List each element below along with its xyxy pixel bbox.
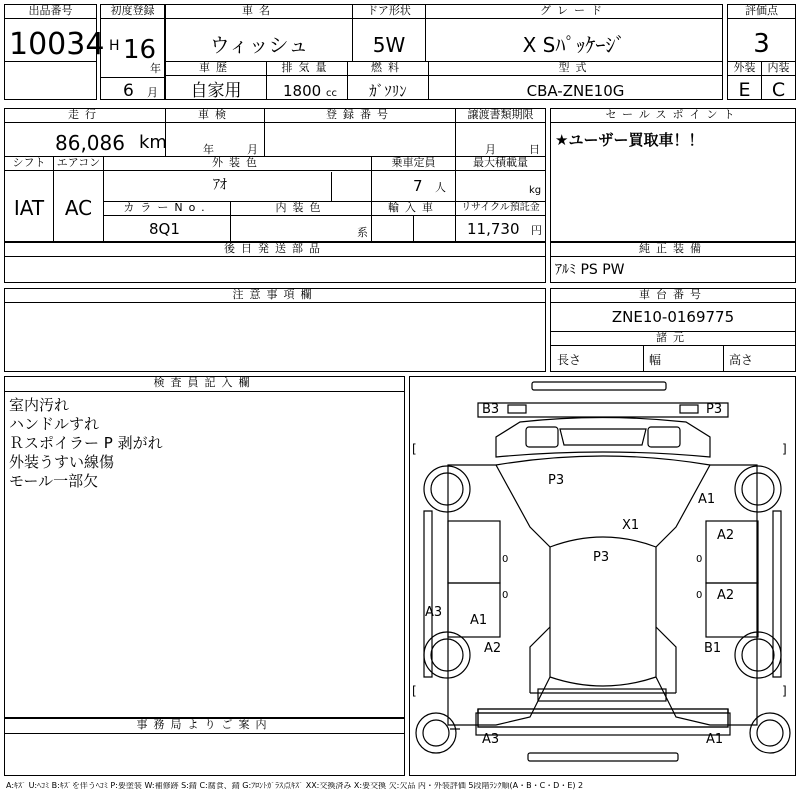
damage-mark: A1 [698, 492, 716, 507]
color-no-label: カラーNo. [104, 202, 230, 216]
car-outline-drawing [410, 377, 795, 775]
transfer-month: 月 [485, 143, 496, 156]
shift-label: シフト [5, 157, 53, 171]
inspector-note: 外装うすい線傷 [9, 453, 115, 471]
bracket: [ [412, 684, 417, 698]
damage-mark: B3 [482, 402, 500, 417]
mileage-unit: km [139, 132, 167, 153]
inspector-note: ハンドルすれ [9, 415, 100, 433]
grade-label: グレード [426, 5, 722, 19]
office-label: 事務局よりご案内 [5, 719, 404, 734]
first-registration-box [100, 4, 165, 100]
inspection-month-unit: 月 [247, 143, 258, 156]
displacement: 1800 [283, 82, 322, 100]
door-marker: 0 [696, 590, 703, 601]
damage-mark: P3 [593, 550, 610, 565]
damage-mark: A2 [484, 641, 502, 656]
score-box [727, 4, 796, 100]
capacity: 7 [413, 177, 423, 195]
inspector-label: 検査員記入欄 [5, 377, 404, 392]
model-label: 型式 [429, 62, 722, 76]
model-code: CBA-ZNE10G [526, 82, 625, 100]
displacement-label: 排気量 [267, 62, 347, 76]
fuel: ｶﾞｿﾘﾝ [369, 82, 407, 100]
inspection-year-unit: 年 [203, 143, 214, 156]
lot-box [4, 4, 105, 100]
damage-mark: B1 [704, 641, 722, 656]
recycle-label: リサイクル預託金 [456, 202, 545, 216]
door-label: ドア形状 [353, 5, 425, 19]
equipment-label: 純正装備 [551, 243, 795, 257]
later-parts-label: 後日発送部品 [5, 243, 545, 257]
recycle-unit: 円 [531, 224, 542, 237]
exterior-grade: E [738, 79, 751, 101]
ac: AC [64, 196, 93, 220]
chassis-label: 車台番号 [551, 289, 795, 303]
int-color-label: 内装色 [231, 202, 371, 216]
inspector-note: 室内汚れ [9, 396, 70, 414]
chassis-number: ZNE10-0169775 [611, 308, 735, 326]
sales-point: ★ユーザー買取車！！ [555, 131, 704, 149]
reg-month: 6 [123, 81, 134, 101]
interior-label: 内装 [762, 62, 795, 76]
length-label: 長さ [557, 353, 582, 367]
reg-year: 16 [123, 35, 157, 65]
sales-point-box [550, 108, 796, 242]
damage-mark: A3 [482, 732, 500, 747]
damage-mark: A2 [717, 588, 735, 603]
mileage-label: 走行 [5, 109, 165, 123]
history: 自家用 [190, 81, 242, 101]
damage-mark: P3 [548, 473, 565, 488]
shift: IAT [13, 196, 45, 220]
damage-mark: P3 [706, 402, 723, 417]
door-type: 5W [372, 33, 406, 57]
capacity-label: 乗車定員 [372, 157, 455, 171]
width-label: 幅 [649, 353, 662, 367]
displacement-unit: cc [326, 88, 337, 99]
ext-color: ｱｵ [213, 177, 227, 193]
mileage: 86,086 [55, 131, 125, 155]
ac-label: エアコン [54, 157, 103, 171]
lot-label: 出品番号 [5, 5, 96, 19]
damage-mark: A3 [425, 605, 443, 620]
recycle-fee: 11,730 [467, 220, 520, 238]
door-marker: 0 [502, 590, 509, 601]
ext-color-label: 外装色 [104, 157, 371, 171]
inspection-label: 車検 [166, 109, 264, 123]
max-load-label: 最大積載量 [456, 157, 545, 171]
max-load-unit: kg [529, 185, 542, 196]
first-reg-label: 初度登録 [101, 5, 164, 19]
damage-mark: A1 [706, 732, 724, 747]
bracket: [ [412, 442, 417, 456]
int-color-unit: 系 [357, 226, 368, 239]
fuel-label: 燃料 [348, 62, 428, 76]
bracket: ] [782, 442, 787, 456]
car-name: ウィッシュ [209, 33, 309, 57]
exterior-label: 外装 [728, 62, 761, 76]
grade: X Sﾊﾟｯｹｰｼﾞ [522, 33, 626, 57]
notes-label: 注意事項欄 [5, 289, 545, 303]
top-band [165, 4, 723, 100]
history-label: 車歴 [166, 62, 266, 76]
inspector-note: Ｒスポイラー P 剥がれ [9, 434, 163, 452]
vehicle-info-grid [4, 108, 546, 242]
year-unit: 年 [150, 62, 161, 75]
inspector-note: モール一部欠 [9, 472, 99, 490]
score-label: 評価点 [728, 5, 795, 19]
color-no: 8Q1 [149, 220, 180, 238]
lot-number: 10034 [9, 27, 105, 62]
notes-box [4, 288, 546, 372]
door-marker: 0 [502, 554, 509, 565]
transfer-label: 譲渡書類期限 [456, 109, 545, 123]
transfer-day: 日 [529, 143, 540, 156]
office-box [4, 718, 405, 776]
equipment-box [550, 242, 796, 283]
damage-mark: A1 [470, 613, 488, 628]
score: 3 [753, 29, 770, 59]
import-label: 輸入車 [372, 202, 455, 216]
car-diagram [409, 376, 796, 776]
month-unit: 月 [147, 86, 158, 99]
damage-mark: X1 [622, 518, 640, 533]
height-label: 高さ [729, 353, 754, 367]
legend: A:ｷｽﾞ U:ﾍｺﾐ B:ｷｽﾞを伴うﾍｺﾐ P:要塗装 W:補修跡 S:錆 C:腐食、錆 G:ﾌﾛﾝﾄｶﾞﾗｽ点ｷｽﾞ XX:交換済み X:要交換 欠:欠品 内・外装評価 5段階ﾗﾝｸ順(A・B・C・D・E) 2 [6, 782, 584, 790]
sales-point-label: セールスポイント [551, 109, 795, 123]
dims-label: 諸元 [551, 332, 795, 346]
capacity-unit: 人 [435, 181, 446, 194]
chassis-box [550, 288, 796, 372]
later-parts-box [4, 242, 546, 283]
door-marker: 0 [696, 554, 703, 565]
reg-no-label: 登録番号 [265, 109, 455, 123]
inspector-notes [9, 396, 163, 491]
era: H [109, 38, 120, 54]
interior-grade: C [771, 79, 786, 101]
bracket: ] [782, 684, 787, 698]
equipment: ｱﾙﾐ PS PW [555, 262, 625, 278]
car-name-label: 車名 [166, 5, 352, 19]
damage-mark: A2 [717, 528, 735, 543]
inspector-box [4, 376, 405, 718]
